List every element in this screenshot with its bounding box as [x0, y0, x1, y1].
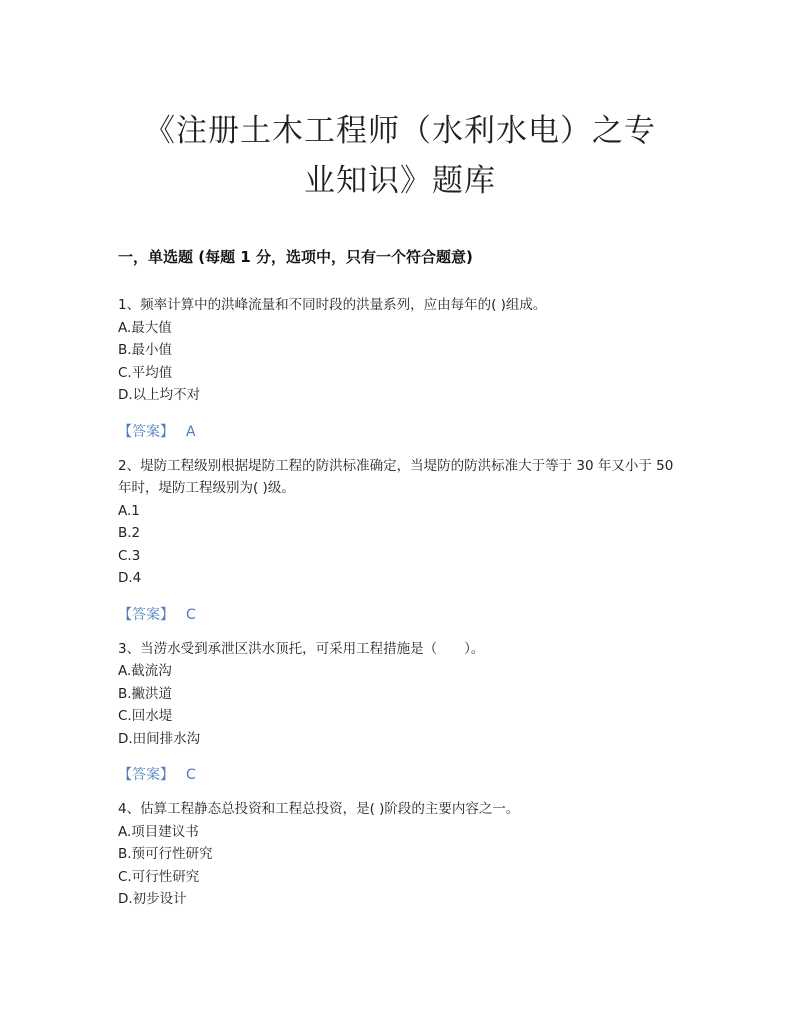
question-1-option-a: A.最大值: [118, 319, 172, 336]
question-3-option-c: C.回水堤: [118, 708, 173, 724]
section-heading: 一，单选题 (每题 1 分，选项中，只有一个符合题意): [118, 248, 473, 266]
question-1-stem: 1、频率计算中的洪峰流量和不同时段的洪量系列，应由每年的( )组成。: [118, 297, 547, 313]
answer-label: 【答案】: [118, 606, 174, 623]
question-1-option-c: C.平均值: [118, 364, 173, 381]
question-1: [118, 294, 688, 443]
question-2-answer: [118, 604, 688, 626]
question-3-option-b: B.撇洪道: [118, 685, 173, 702]
question-4: [118, 798, 688, 911]
document-title-line-2: 业知识》题库: [304, 163, 496, 199]
question-3: [118, 638, 688, 787]
question-2-option-b: B.2: [118, 525, 141, 541]
question-1-option-d: D.以上均不对: [118, 387, 201, 403]
answer-label: 【答案】: [118, 767, 174, 783]
answer-value: A: [186, 423, 196, 440]
question-2-stem: 2、堤防工程级别根据堤防工程的防洪标准确定，当堤防的防洪标准大于等于 30 年又小于 50 年时，堤防工程级别为( )级。: [118, 457, 674, 496]
question-3-option-d: D.田间排水沟: [118, 730, 201, 747]
question-4-stem: 4、估算工程静态总投资和工程总投资，是( )阶段的主要内容之一。: [118, 801, 520, 817]
answer-value: C: [186, 767, 196, 783]
question-1-answer: [118, 421, 688, 443]
question-1-option-b: B.最小值: [118, 342, 173, 358]
question-4-option-a: A.项目建议书: [118, 823, 199, 840]
question-4-option-d: D.初步设计: [118, 891, 187, 907]
question-4-option-b: B.预可行性研究: [118, 846, 213, 862]
question-3-stem: 3、当涝水受到承泄区洪水顶托，可采用工程措施是（ ）。: [118, 640, 485, 657]
question-2: [118, 455, 688, 626]
question-2-option-c: C.3: [118, 547, 141, 564]
answer-value: C: [186, 606, 196, 623]
answer-label: 【答案】: [118, 423, 174, 440]
question-list: [118, 294, 688, 911]
question-4-option-c: C.可行性研究: [118, 868, 200, 885]
question-3-option-a: A.截流沟: [118, 663, 172, 679]
question-2-option-a: A.1: [118, 502, 140, 519]
question-2-option-d: D.4: [118, 570, 142, 586]
document-title: [100, 106, 700, 206]
question-3-answer: [118, 764, 688, 786]
document-title-line-1: 《注册土木工程师（水利水电）之专: [144, 113, 656, 149]
